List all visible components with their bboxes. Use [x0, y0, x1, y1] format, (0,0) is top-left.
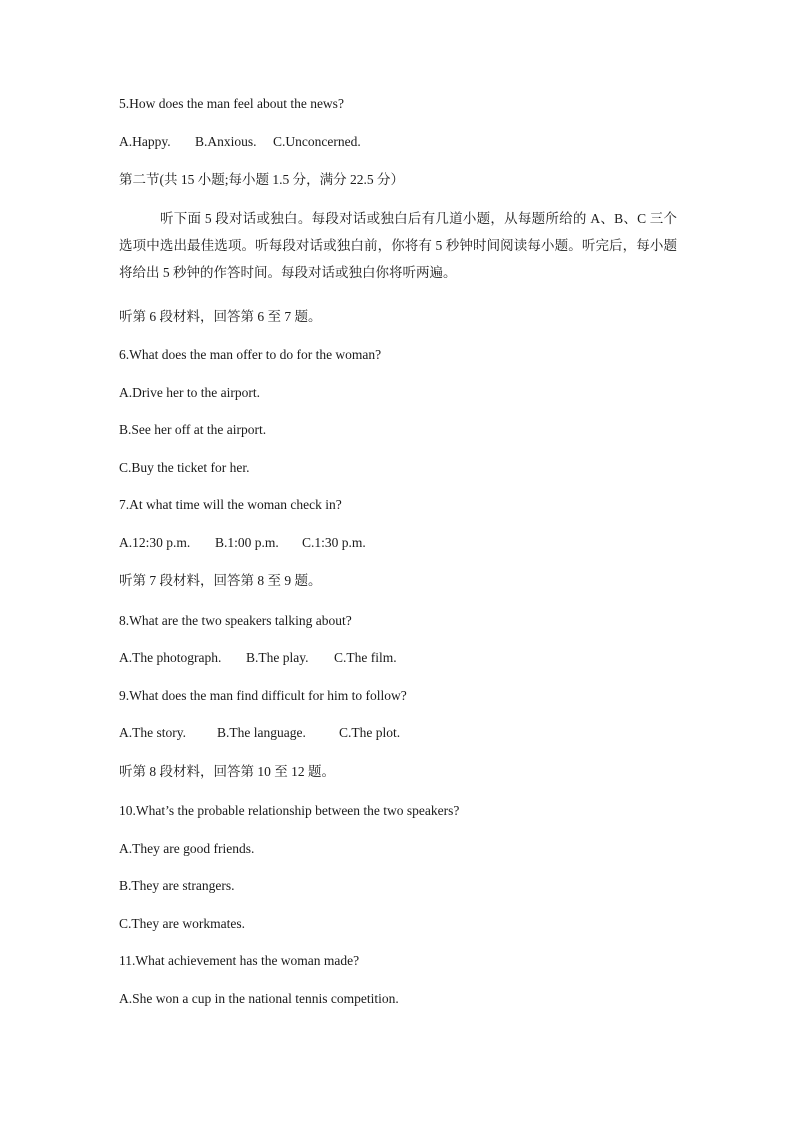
option-a: A.The photograph.: [119, 650, 222, 665]
question-6-option-b: B.See her off at the airport.: [119, 422, 267, 437]
option-c: C.Unconcerned.: [273, 134, 361, 149]
material-7-intro: 听第 7 段材料，回答第 8 至 9 题。: [119, 573, 322, 588]
option-c: C.1:30 p.m.: [302, 535, 366, 550]
material-8-intro: 听第 8 段材料，回答第 10 至 12 题。: [119, 764, 335, 779]
question-10-option-b: B.They are strangers.: [119, 878, 235, 893]
question-11-option-a: A.She won a cup in the national tennis competition.: [119, 991, 399, 1006]
question-7-options: [119, 534, 366, 552]
option-a: A.12:30 p.m.: [119, 535, 191, 550]
question-8: 8.What are the two speakers talking about?: [119, 613, 352, 628]
question-6: 6.What does the man offer to do for the woman?: [119, 347, 382, 362]
option-a: A.The story.: [119, 725, 186, 740]
question-5-options: [119, 133, 361, 151]
section-instructions: 听下面 5 段对话或独白。每段对话或独白后有几道小题，从每题所给的 A、B、C 三个选项中选出最佳选项。听每段对话或独白前，你将有 5 秒钟时间阅读每小题。听完后，每小题将给出 5 秒钟的作答时间。每段对话或独白你将听两遍。: [119, 211, 677, 280]
question-7: 7.At what time will the woman check in?: [119, 497, 342, 512]
option-b: B.Anxious.: [195, 134, 257, 149]
option-c: C.The plot.: [339, 725, 401, 740]
option-b: B.1:00 p.m.: [215, 535, 279, 550]
question-6-option-c: C.Buy the ticket for her.: [119, 460, 250, 475]
question-9: 9.What does the man find difficult for him to follow?: [119, 688, 407, 703]
question-10: 10.What’s the probable relationship between the two speakers?: [119, 803, 460, 818]
material-6-intro: 听第 6 段材料，回答第 6 至 7 题。: [119, 309, 322, 324]
question-10-option-c: C.They are workmates.: [119, 916, 245, 931]
question-11: 11.What achievement has the woman made?: [119, 953, 360, 968]
question-8-options: [119, 649, 397, 667]
section-heading: 第二节(共 15 小题;每小题 1.5 分，满分 22.5 分）: [119, 172, 404, 187]
question-9-options: [119, 724, 400, 742]
option-b: B.The play.: [246, 650, 309, 665]
option-b: B.The language.: [217, 725, 306, 740]
question-10-option-a: A.They are good friends.: [119, 841, 255, 856]
question-6-option-a: A.Drive her to the airport.: [119, 385, 260, 400]
question-5: 5.How does the man feel about the news?: [119, 96, 344, 111]
option-c: C.The film.: [334, 650, 397, 665]
option-a: A.Happy.: [119, 134, 171, 149]
